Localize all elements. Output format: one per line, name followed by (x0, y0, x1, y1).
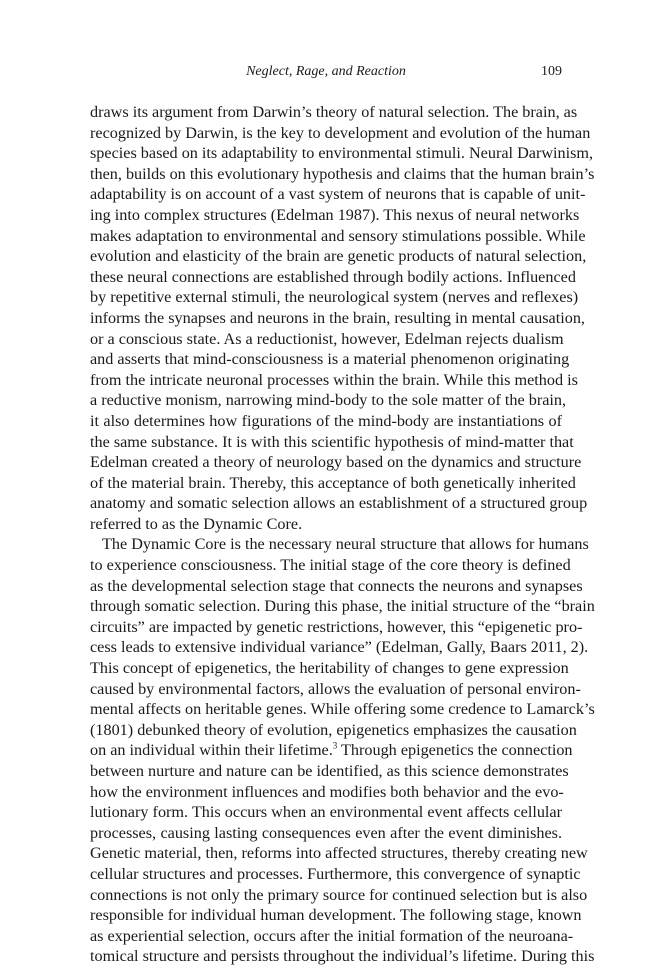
text-line: ing into complex structures (Edelman 1987). This nexus of neural networks (90, 205, 580, 224)
text-line: mental affects on heritable genes. While offering some credence to Lamarck’s (90, 700, 595, 719)
text-line: processes, causing lasting consequences even after the event diminishes. (90, 823, 562, 842)
text-line: then, builds on this evolutionary hypothesis and claims that the human brain’s (90, 164, 595, 183)
text-line: Edelman created a theory of neurology based on the dynamics and structure (90, 453, 582, 472)
text-line: of the material brain. Thereby, this acceptance of both genetically inherited (90, 473, 576, 492)
text-line: between nurture and nature can be identified, as this science demonstrates (90, 762, 569, 780)
text-line: as experiential selection, occurs after the initial formation of the neuroana- (90, 926, 574, 945)
text-line: or a conscious state. As a reductionist, however, Edelman rejects dualism (90, 329, 564, 348)
book-page (90, 64, 595, 967)
text-line: connections is not only the primary source for continued selection but is also (90, 885, 588, 904)
text-line: makes adaptation to environmental and sensory stimulations possible. While (90, 226, 586, 245)
text-line: recognized by Darwin, is the key to development and evolution of the human (90, 123, 591, 142)
text-segment: on an individual within their lifetime. (90, 741, 333, 760)
text-line: (1801) debunked theory of evolution, epigenetics emphasizes the causation (90, 720, 577, 739)
text-line: the same substance. It is with this scientific hypothesis of mind-matter that (90, 432, 574, 451)
text-line: informs the synapses and neurons in the brain, resulting in mental causation, (90, 308, 585, 327)
text-line: as the developmental selection stage that connects the neurons and synapses (90, 576, 583, 595)
text-line: evolution and elasticity of the brain are genetic products of natural selection, (90, 247, 587, 266)
text-line: and asserts that mind-consciousness is a material phenomenon originating (90, 350, 570, 369)
text-line: cellular structures and processes. Furthermore, this convergence of synaptic (90, 864, 581, 883)
text-line: This concept of epigenetics, the heritability of changes to gene expression (90, 659, 569, 678)
text-line: lutionary form. This occurs when an environmental event affects cellular (90, 803, 562, 822)
text-line: caused by environmental factors, allows the evaluation of personal environ- (90, 679, 581, 698)
text-line: how the environment influences and modifies both behavior and the evo- (90, 782, 564, 801)
paragraph-1 (90, 102, 595, 534)
text-line: tomical structure and persists throughout the individual’s lifetime. During this (90, 947, 595, 966)
text-line-with-footnote (90, 740, 573, 761)
paragraph-2 (90, 534, 595, 966)
text-line: draws its argument from Darwin’s theory of natural selection. The brain, as (90, 103, 578, 121)
text-line: circuits” are impacted by genetic restrictions, however, this “epigenetic pro- (90, 617, 583, 636)
text-line: adaptability is on account of a vast system of neurons that is capable of unit- (90, 185, 586, 204)
text-line: anatomy and somatic selection allows an establishment of a structured group (90, 494, 588, 513)
text-line: cess leads to extensive individual variance” (Edelman, Gally, Baars 2011, 2). (90, 638, 589, 657)
text-line: The Dynamic Core is the necessary neural structure that allows for humans (102, 535, 589, 554)
text-line: a reductive monism, narrowing mind-body to the sole matter of the brain, (90, 391, 567, 410)
text-segment: Through epigenetics the connection (337, 741, 573, 760)
footnote-reference[interactable]: 3 (332, 741, 338, 752)
body-text (90, 102, 595, 967)
page-number: 109 (541, 64, 562, 79)
text-line: through somatic selection. During this phase, the initial structure of the “brain (90, 597, 595, 616)
text-line: species based on its adaptability to environmental stimuli. Neural Darwinism, (90, 144, 594, 163)
text-line: these neural connections are established through bodily actions. Influenced (90, 267, 576, 286)
text-line: responsible for individual human development. The following stage, known (90, 906, 582, 925)
text-line: from the intricate neuronal processes within the brain. While this method is (90, 370, 578, 389)
text-line: referred to as the Dynamic Core. (90, 514, 303, 533)
text-line: it also determines how figurations of the mind-body are instantiations of (90, 411, 562, 430)
running-header (90, 64, 562, 88)
text-line: Genetic material, then, reforms into affected structures, thereby creating new (90, 844, 588, 863)
text-line: to experience consciousness. The initial stage of the core theory is defined (90, 556, 571, 575)
text-line: by repetitive external stimuli, the neurological system (nerves and reflexes) (90, 288, 579, 307)
running-title: Neglect, Rage, and Reaction (246, 64, 406, 79)
